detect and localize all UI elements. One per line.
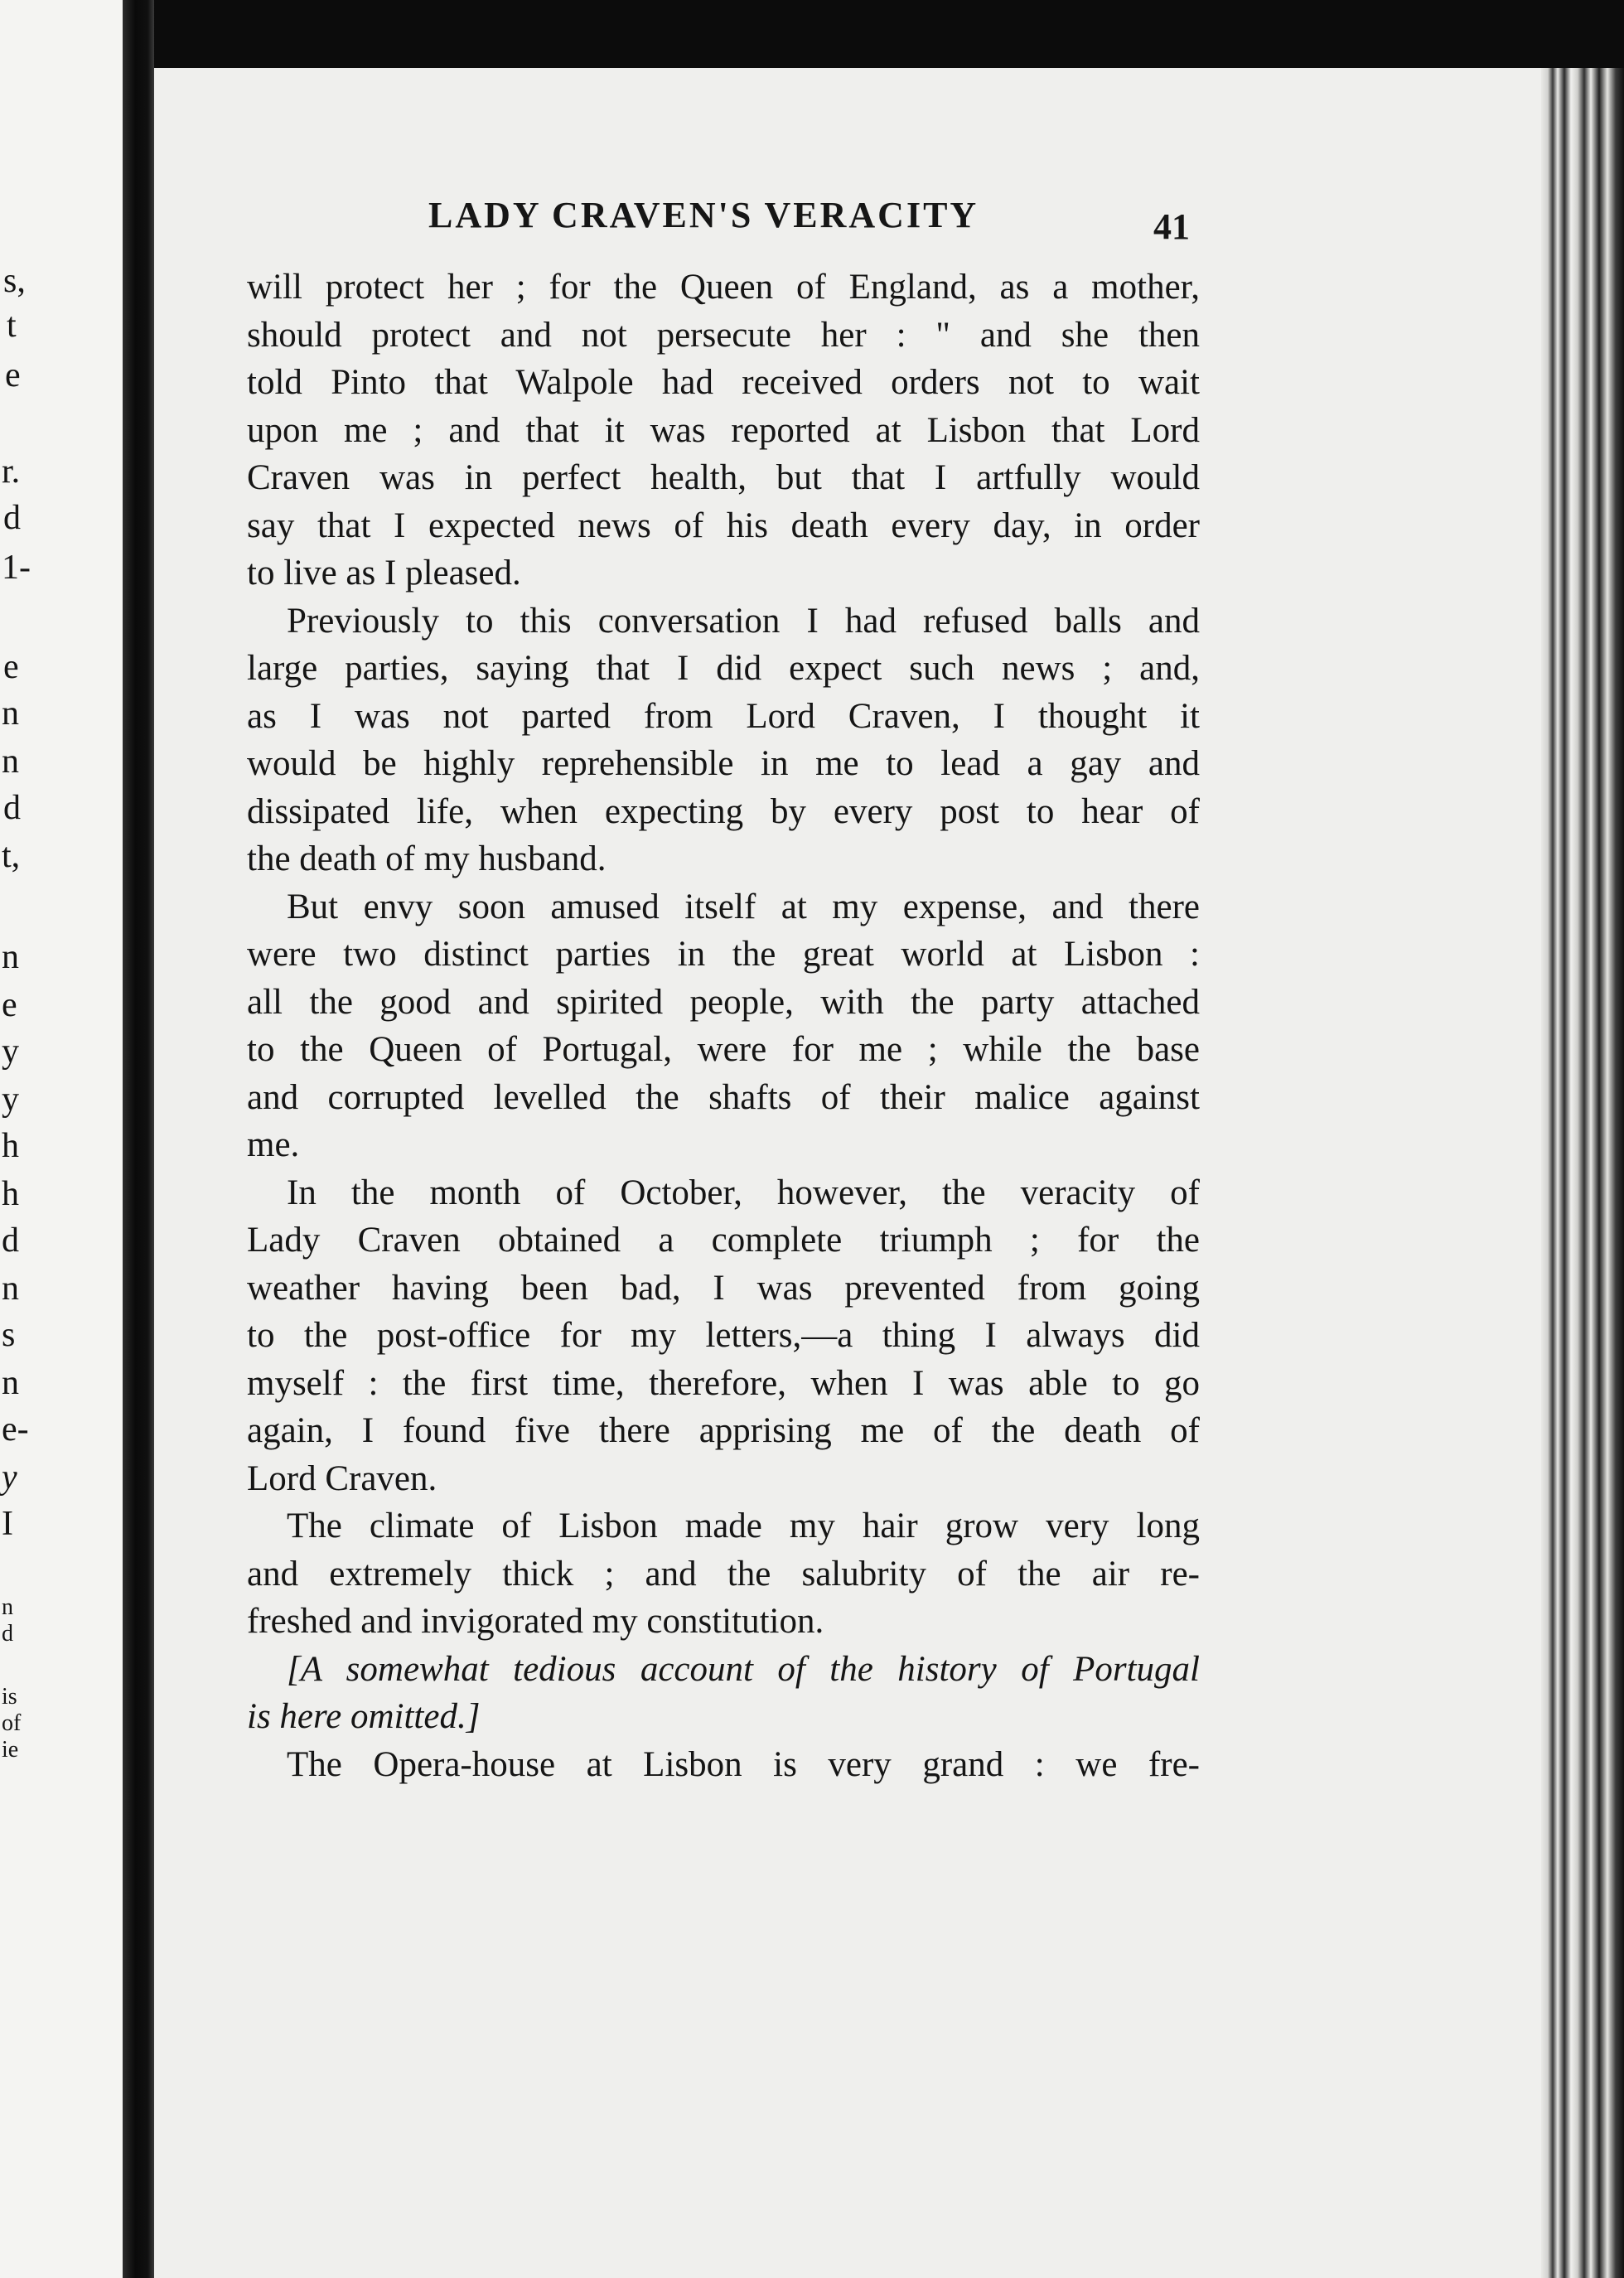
adjacent-fragment: n: [2, 1594, 13, 1620]
text-line: me.: [247, 1125, 300, 1164]
adjacent-fragment: s: [2, 1316, 16, 1354]
text-line: to the Queen of Portugal, were for me ; while the base: [247, 1030, 1200, 1069]
text-line: all the good and spirited people, with the party attached: [247, 982, 1200, 1022]
adjacent-fragment: e-: [2, 1410, 29, 1449]
text-line: were two distinct parties in the great world at Lisbon :: [247, 935, 1200, 974]
adjacent-fragment: e: [5, 356, 21, 394]
adjacent-fragment: e: [2, 986, 17, 1024]
adjacent-fragment: d: [3, 499, 21, 537]
book-gutter: [123, 0, 154, 2278]
text-line: upon me ; and that it was reported at Lisbon that Lord: [247, 410, 1200, 450]
scan-top-border: [133, 0, 1624, 68]
adjacent-fragment: d: [2, 1221, 19, 1260]
adjacent-fragment: is: [2, 1684, 17, 1710]
text-line: should protect and not persecute her : " and she then: [247, 315, 1200, 355]
text-line: would be highly reprehensible in me to lead a gay and: [247, 744, 1200, 783]
text-line: Lady Craven obtained a complete triumph ; for the: [247, 1221, 1200, 1260]
adjacent-fragment: d: [3, 789, 21, 827]
text-line: say that I expected news of his death every day, in order: [247, 505, 1200, 545]
text-line: weather having been bad, I was prevented from going: [247, 1268, 1200, 1308]
text-line: large parties, saying that I did expect such news ; and,: [247, 649, 1200, 688]
adjacent-fragment: h: [2, 1127, 19, 1165]
page-edges: [1541, 68, 1624, 2278]
adjacent-fragment: ie: [2, 1737, 19, 1763]
text-line: again, I found five there apprising me of the death of: [247, 1411, 1200, 1450]
adjacent-fragment: r.: [2, 452, 21, 491]
text-line: freshed and invigorated my constitution.: [247, 1602, 824, 1641]
adjacent-fragment: y: [2, 1033, 19, 1071]
adjacent-fragment: n: [2, 742, 19, 781]
adjacent-fragment: d: [2, 1621, 13, 1647]
text-line: dissipated life, when expecting by every post to hear of: [247, 791, 1200, 831]
text-line: the death of my husband.: [247, 839, 607, 878]
adjacent-fragment: e: [3, 648, 19, 686]
adjacent-page-text: [0, 0, 133, 2278]
text-line: Craven was in perfect health, but that I artfully would: [247, 458, 1200, 497]
paragraph-first-line: Previously to this conversation I had refused balls and: [287, 601, 1200, 641]
paragraph-first-line: But envy soon amused itself at my expense, and there: [287, 887, 1200, 926]
page-number: 41: [1153, 206, 1190, 247]
adjacent-fragment: n: [2, 1270, 19, 1308]
paragraph-first-line: The Opera-house at Lisbon is very grand : we fre-: [287, 1744, 1200, 1784]
adjacent-fragment: y: [2, 1458, 17, 1497]
body-text: [247, 264, 1200, 1788]
adjacent-fragment: 1-: [2, 549, 31, 587]
text-line: and corrupted levelled the shafts of their malice against: [247, 1077, 1200, 1117]
adjacent-fragment: n: [2, 694, 19, 733]
adjacent-page-edge: [0, 0, 133, 2278]
adjacent-fragment: of: [2, 1710, 22, 1736]
adjacent-fragment: y: [2, 1081, 19, 1119]
adjacent-fragment: h: [2, 1175, 19, 1213]
adjacent-fragment: t: [7, 307, 17, 345]
text-line: to the post-office for my letters,—a thing I always did: [247, 1316, 1200, 1355]
text-line: as I was not parted from Lord Craven, I thought it: [247, 696, 1200, 736]
text-line: myself : the first time, therefore, when I was able to go: [247, 1363, 1200, 1403]
text-line: and extremely thick ; and the salubrity of the air re-: [247, 1554, 1200, 1594]
text-line: to live as I pleased.: [247, 554, 521, 592]
adjacent-fragment: t,: [2, 837, 21, 875]
text-line: Lord Craven.: [247, 1458, 437, 1498]
text-line: will protect her ; for the Queen of England, as a mother,: [247, 268, 1200, 307]
paragraph-first-line: The climate of Lisbon made my hair grow very long: [287, 1507, 1200, 1545]
text-line: told Pinto that Walpole had received orders not to wait: [247, 363, 1200, 402]
running-head: LADY CRAVEN'S VERACITY: [428, 195, 979, 235]
adjacent-fragment: n: [2, 1364, 19, 1402]
editorial-note-line: is here omitted.]: [247, 1697, 481, 1736]
adjacent-fragment: n: [2, 938, 19, 976]
adjacent-fragment: I: [2, 1505, 13, 1543]
paragraph-first-line: In the month of October, however, the veracity of: [287, 1173, 1200, 1212]
adjacent-fragment: s,: [3, 262, 26, 300]
editorial-note-line: [A somewhat tedious account of the history of Portugal: [287, 1649, 1200, 1689]
